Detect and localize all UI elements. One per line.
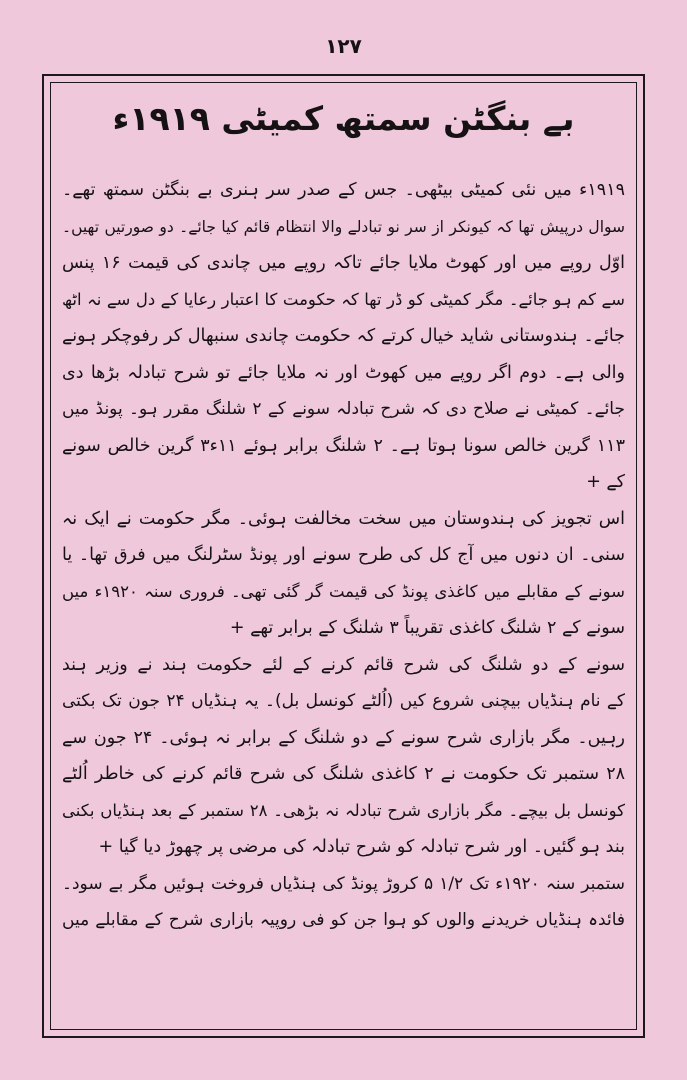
text-line: ۱۹۱۹ء میں نئی کمیٹی بیٹھی۔ جس کے صدر سر ہنری بے بنگٹن سمتھ تھے۔ <box>62 180 625 200</box>
text-line: سے کم ہو جائے۔ مگر کمیٹی کو ڈر تھا کہ حکومت کا اعتبار رعایا کے دل سے نہ اٹھ <box>62 289 625 309</box>
text-line: اوّل روپے میں اور کھوٹ ملایا جائے تاکہ روپے میں چاندی کی قیمت ۱۶ پنس <box>62 253 625 273</box>
text-line: رہیں۔ مگر بازاری شرح سونے کے دو شلنگ کے برابر نہ ہوئی۔ ۲۴ جون سے <box>62 727 625 748</box>
text-line: ۲۸ ستمبر تک حکومت نے ۲ کاغذی شلنگ کی شرح قائم کرنے کی خاطر اُلٹے <box>62 764 625 784</box>
text-line: سونے کے مقابلے میں کاغذی پونڈ کی قیمت گر گئی تھی۔ فروری سنہ ۱۹۲۰ء میں <box>62 581 626 601</box>
text-line: کے + <box>586 472 625 492</box>
page-number: ١٢٧ <box>325 34 362 58</box>
paragraph <box>58 172 629 501</box>
text-line: ستمبر سنہ ۱۹۲۰ء تک ۱/۲ ۵ کروڑ پونڈ کی ہنڈیاں فروخت ہوئیں مگر بے سود۔ <box>62 873 626 894</box>
text-line: اس تجویز کی ہندوستان میں سخت مخالفت ہوئی۔ مگر حکومت نے ایک نہ <box>62 508 625 529</box>
text-line: فائدہ ہنڈیاں خریدنے والوں کو ہوا جن کو فی روپیہ بازاری شرح کے مقابلے میں <box>62 910 625 930</box>
paragraph <box>58 501 629 647</box>
paragraph <box>58 647 629 866</box>
text-line: سنی۔ ان دنوں میں آج کل کی طرح سونے اور پونڈ سٹرلنگ میں فرق تھا۔ یا <box>62 545 625 565</box>
text-line: سوال درپیش تھا کہ کیونکر از سر نو تبادلے والا انتظام قائم کیا جائے۔ دو صورتیں تھیں۔ <box>62 217 625 236</box>
text-line: جائے۔ کمیٹی نے صلاح دی کہ شرح تبادلہ سونے کے ۲ شلنگ مقرر ہو۔ پونڈ میں <box>62 399 625 419</box>
text-line: کے نام ہنڈیاں بیچنی شروع کیں (اُلٹے کونسل بل)۔ یہ ہنڈیاں ۲۴ جون تک بکتی <box>62 691 625 711</box>
text-line: ۱۱۳ گرین خالص سونا ہوتا ہے۔ ۲ شلنگ برابر ہوئے ۱۱ء۳ گرین خالص سونے <box>62 435 625 456</box>
chapter-title: بے بنگٹن سمتھ کمیٹی ۱۹۱۹ء <box>112 99 575 138</box>
text-line: والی ہے۔ دوم اگر روپے میں کھوٹ اور نہ ملایا جائے تو شرح تبادلہ بڑھا دی <box>62 362 625 383</box>
body-text <box>58 172 629 939</box>
text-line: بند ہو گئیں۔ اور شرح تبادلہ کو شرح تبادلہ کی مرضی پر چھوڑ دیا گیا + <box>98 837 625 857</box>
paragraph <box>58 866 629 939</box>
text-line: کونسل بل بیچے۔ مگر بازاری شرح تبادلہ نہ بڑھی۔ ۲۸ ستمبر کے بعد ہنڈیاں بکنی <box>62 800 625 820</box>
text-line: سونے کے دو شلنگ کی شرح قائم کرنے کے لئے حکومت ہند نے وزیر ہند <box>62 654 625 675</box>
text-line: جائے۔ ہندوستانی شاید خیال کرتے کہ حکومت چاندی سنبھال کر رفوچکر ہونے <box>62 326 625 346</box>
page-content <box>58 92 629 939</box>
text-line: سونے کے ۲ شلنگ کاغذی تقریباً ۳ شلنگ کے برابر تھے + <box>229 618 625 638</box>
